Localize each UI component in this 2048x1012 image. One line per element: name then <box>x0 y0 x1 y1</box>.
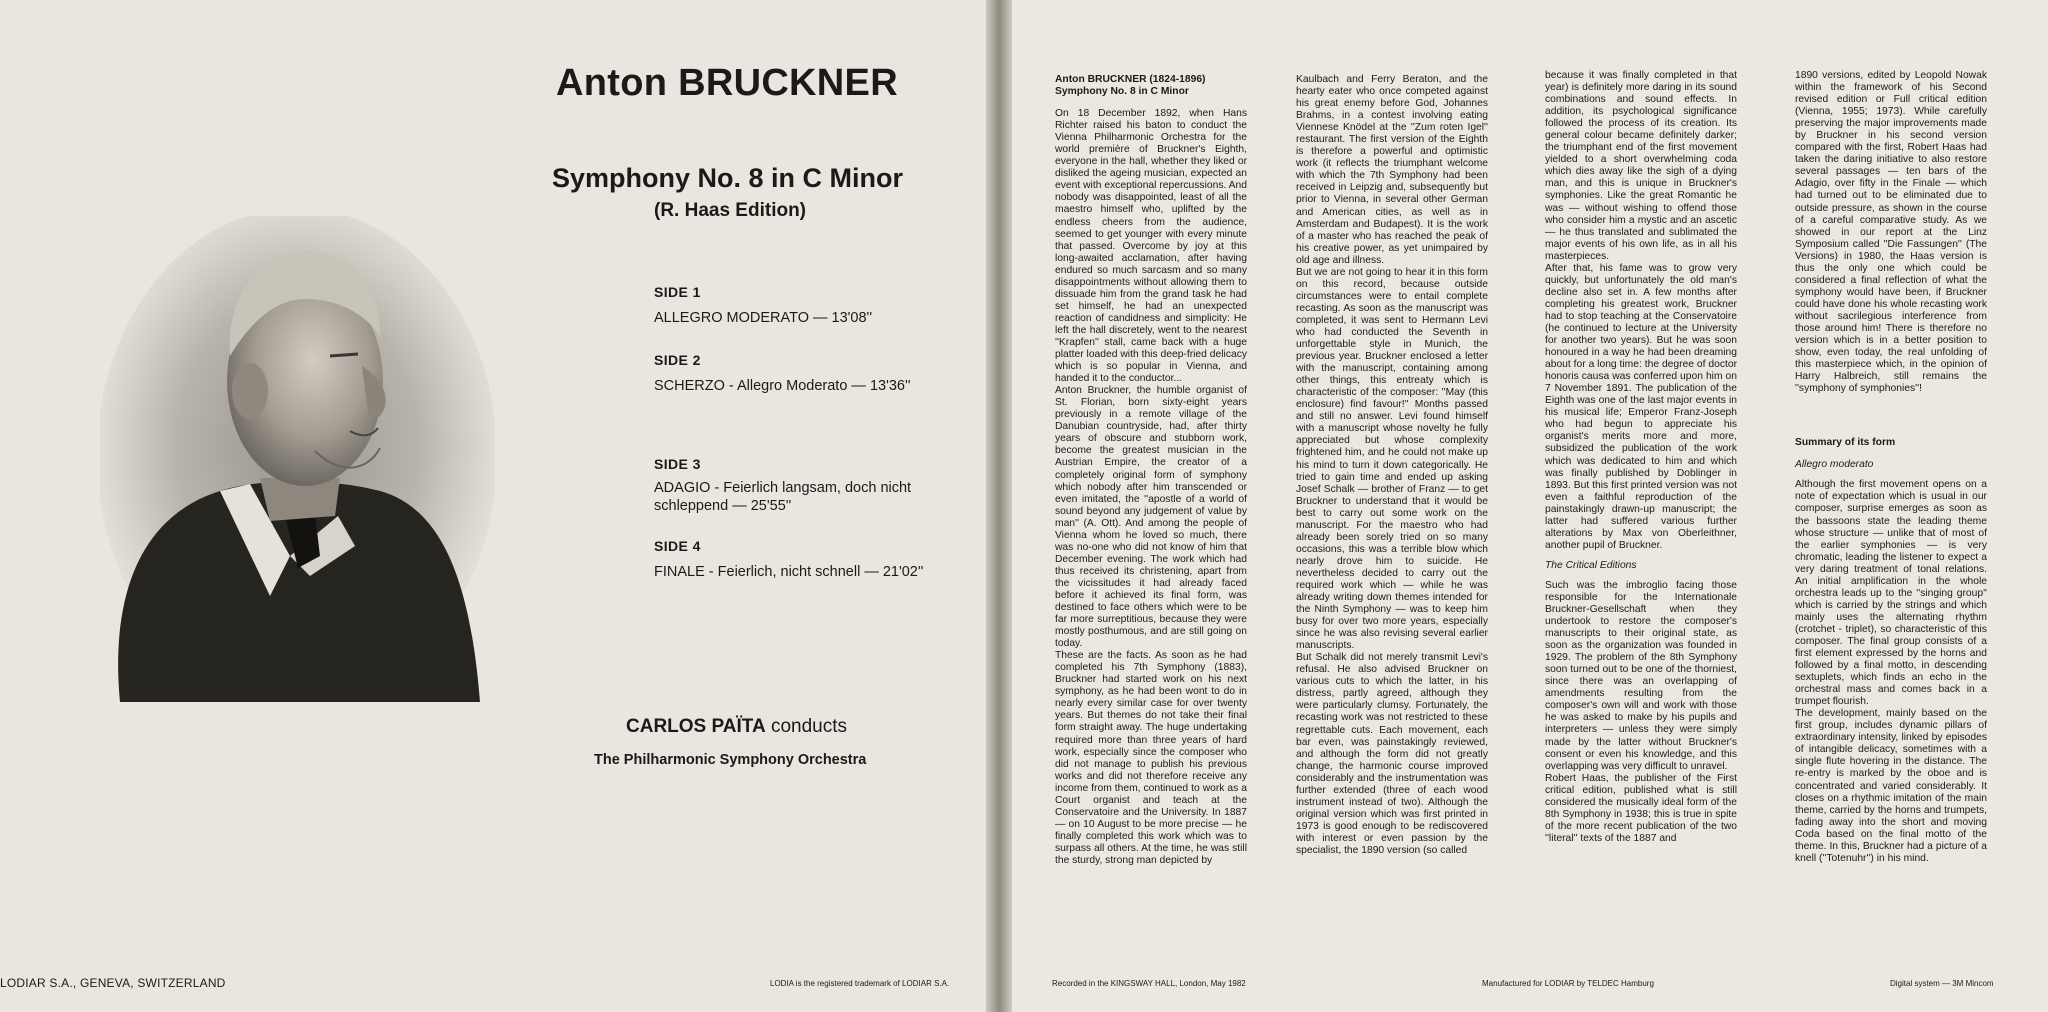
footer-digital: Digital system — 3M Mincom <box>1890 979 1994 988</box>
notes-column-3 <box>1545 70 1737 845</box>
footer-address: LODIAR S.A., GENEVA, SWITZERLAND <box>0 976 226 990</box>
edition-note: (R. Haas Edition) <box>654 200 807 221</box>
critical-editions-heading: The Critical Editions <box>1545 559 1637 571</box>
composer-name: Anton BRUCKNER <box>556 62 898 104</box>
notes-heading: Anton BRUCKNER (1824-1896) <box>1055 74 1206 85</box>
work-title: Symphony No. 8 in C Minor <box>552 163 904 193</box>
paragraph: The development, mainly based on the first group, includes dynamic pillars of extraordinary intensity, linked by episodes of intangible delicacy, sometimes with a single flute hovering in the distance. The re-entry is marked by the oboe and is concentrated and varied considerably. It closes on a rhythmic imitation of the main theme, carried by the horns and trumpets, fading away into the short and moving Coda based on the final motto of the theme. In this, Bruckner had a picture of a knell (''Totenuhr'') in his mind. <box>1795 708 1987 864</box>
paragraph: Although the first movement opens on a note of expectation which is usual in our composer, surprise emerges as soon as the bassoons state the leading theme whose structure — unlike that of most of the earlier symphonies — is very chromatic, leading the listener to expect a very daring treatment of tonal relations. An initial amplification in the whole orchestra leads up to the ''singing group'' which is carried by the strings and which mainly uses the alternating rhythm (crotchet - triplet), so characteristic of this composer. The final group consists of a first element expressed by the horns and followed by a final motto, in descending sextuplets, which finds an echo in the orchestral mass and comes back in a trumpet flourish. <box>1795 479 1987 708</box>
side-3-label: SIDE 3 <box>654 456 701 472</box>
side-3-track: ADAGIO - Feierlich langsam, doch nicht schleppend — 25'55'' <box>654 480 912 514</box>
side-2-track: SCHERZO - Allegro Moderato — 13'36'' <box>654 378 911 394</box>
spacer <box>1055 98 1247 108</box>
paragraph: Robert Haas, the publisher of the First critical edition, published what is still considered the musically ideal form of the 8th Symphony in 1938; this is true in spite of the more recent publication of the two ''literal'' texts of the 1887 and <box>1545 772 1737 844</box>
footer-recorded: Recorded in the KINGSWAY HALL, London, May 1982 <box>1052 979 1246 988</box>
paragraph: Anton Bruckner, the humble organist of St. Florian, born sixty-eight years previously in a remote village of the Danubian countryside, had, after thirty years of obscure and stubborn work, become the greatest musician in the Austrian Empire, the creator of a completely original form of symphony which nobody after him transcended or even imitated, the ''apostle of a world of sound beyond any judgement of value by man'' (A. Ott). And among the people of Vienna whom he loved so much, there was no-one who did not know of him that December evening. The work which had thus received its christening, apart from the vicissitudes it had already faced before it achieved its final form, was destined to face others which were to be far more surreptitious, because they were mostly posthumous, and are still going on today. <box>1055 385 1247 650</box>
orchestra-name: The Philharmonic Symphony Orchestra <box>594 752 867 768</box>
conductor-line <box>626 716 847 738</box>
notes-subheading: Symphony No. 8 in C Minor <box>1055 86 1189 98</box>
composer-portrait <box>100 216 495 702</box>
paragraph: After that, his fame was to grow very quickly, but unfortunately the old man's decline also set in. A few months after completing his greatest work, Bruckner had to stop teaching at the Conservatoire (he continued to lecture at the University for another two years). But he was soon honoured in a way he had been dreaming about for a long time: the degree of doctor honoris causa was conferred upon him on 7 November 1891. The publication of the Eighth was one of the last major events in his musical life; Emperor Franz-Joseph who had begun to appreciate his organist's merits more and more, subsidized the publication of the work which was dedicated to him and which was finally published by Doblinger in 1893. But this first printed version was not even a faithful reproduction of the painstakingly drawn-up manuscript; the latter had suffered various further alterations by Max von Oberleithner, another pupil of Bruckner. <box>1545 262 1737 551</box>
left-panel <box>0 0 986 1012</box>
notes-column-1 <box>1055 74 1247 867</box>
summary-heading: Summary of its form <box>1795 437 1896 449</box>
footer-trademark: LODIA is the registered trademark of LODIAR S.A. <box>770 979 950 988</box>
conductor-name: CARLOS PAÏTA <box>626 716 766 737</box>
conductor-verb: conducts <box>770 716 848 737</box>
paragraph: On 18 December 1892, when Hans Richter raised his baton to conduct the Vienna Philharmonic Orchestra for the world première of Bruckner's Eighth, everyone in the hall, whether they liked or disliked the ageing musician, expected an event with exceptional repercussions. And nobody was disappointed, least of all the maestro himself who, uplifted by the endless cheers from the audience, seemed to get younger with every minute that passed. Overcome by joy at this long-awaited acclamation, after having endured so much sarcasm and so many disappointments without allowing them to dissuade him from the grand task he had set himself, he had an unexpected reaction of candidness and simplicity: He left the hall discretely, went to the nearest ''Krapfen'' stall, came back with a huge platter loaded with this deep-fried delicacy which is so popular in Vienna, and handed it to the conductor... <box>1055 108 1247 385</box>
right-panel <box>1012 0 2048 1012</box>
side-1-label: SIDE 1 <box>654 284 701 300</box>
paragraph: But Schalk did not merely transmit Levi's refusal. He also advised Bruckner on various cuts to which the latter, in his distress, partly agreed, although they were particularly clumsy. Fortunately, the recasting work was not restricted to these regrettable cuts. Each movement, each bar even, was painstakingly reviewed, and although the form did not greatly change, the harmonic course improved considerably and the instrumentation was further extended (three of each wood instrument instead of two). Although the original version which was first printed in 1973 is good enough to be rediscovered with interest or even passion by the specialist, the 1890 version (so called <box>1296 652 1488 856</box>
paragraph: Kaulbach and Ferry Beraton, and the hearty eater who once competed against his great enemy before God, Johannes Brahms, in a contest involving eating Viennese Knödel at the ''Zum roten Igel'' restaurant. The first version of the Eighth is therefore a powerful and optimistic work (it reflects the triumphant welcome with which the 7th Symphony had been received in Leipzig and, subsequently but prior to Vienna, in several other German and American cities, as well as in Amsterdam and Budapest). It is the work of a master who has reached the peak of his creative power, as yet unimpaired by old age and illness. <box>1296 74 1488 266</box>
side-2-label: SIDE 2 <box>654 352 701 368</box>
paragraph: These are the facts. As soon as he had completed his 7th Symphony (1883), Bruckner had started work on his next symphony, as he had been wont to do in nearly every similar case for over twenty years. But themes do not take their final form straight away. The huge undertaking required more than three years of hard work, especially since the composer who did not manage to publish his previous works and did not therefore receive any income from them, continued to work as a Court organist and teach at the Conservatoire and the University. In 1887 — on 10 August to be more precise — he finally completed this work which was to surpass all others. At the time, he was still the sturdy, strong man depicted by <box>1055 650 1247 866</box>
paragraph: But we are not going to hear it in this form on this record, because outside circumstances were to entail complete recasting. As soon as the manuscript was completed, it was sent to Hermann Levi who had conducted the Seventh in unforgettable style in Munich, the previous year. Bruckner enclosed a letter with the manuscript, containing among other things, this entreaty which is characteristic of the composer: ''May (this enclosure) find favour!'' Months passed and still no answer. Levi found himself with a manuscript whose novelty he fully appreciated but whose complexity frightened him, and he could not make up his mind to turn it down categorically. He tried to gain time and ended up asking Josef Schalk — brother of Franz — to get Bruckner to understand that it would be best to carry out some work on the manuscript. For the maestro who had already been sorely tried on so many occasions, this was a terrible blow which nearly drove him to suicide. He nevertheless decided to carry out the required work which — while he was already writing down themes intended for the Ninth Symphony — was to keep him busy for over two more years, especially since he was also revising several earlier manuscripts. <box>1296 266 1488 652</box>
notes-column-4 <box>1795 70 1987 865</box>
movement-heading: Allegro moderato <box>1795 459 1874 471</box>
sleeve-fold <box>986 0 1012 1012</box>
footer-manufactured: Manufactured for LODIAR by TELDEC Hamburg <box>1482 979 1654 988</box>
side-1-track: ALLEGRO MODERATO — 13'08'' <box>654 310 873 326</box>
notes-column-2 <box>1296 74 1488 857</box>
side-4-label: SIDE 4 <box>654 538 701 554</box>
paragraph: Such was the imbroglio facing those responsible for the Internationale Bruckner-Gesellschaft when they undertook to restore the composer's manuscripts to their original state, as soon as the organization was founded in 1929. The problem of the 8th Symphony soon turned out to be one of the thorniest, since there was an overlapping of amendments resulting from the composer's own will and work with those he was asked to make by his pupils and interpreters — unless they were simply made by the latter without Bruckner's consent or even his knowledge, and this overlapping was very difficult to unravel. <box>1545 579 1737 772</box>
paragraph: 1890 versions, edited by Leopold Nowak within the framework of his Second revised edition or Full critical edition (Vienna, 1955; 1973). While carefully preserving the major improvements made by Bruckner in his second version compared with the first, Robert Haas had taken the daring initiative to also restore several passages — ten bars of the Adagio, over fifty in the Finale — which had turned out to be eliminated due to outside pressure, as shown in the course of a careful comparative study. As we showed in our report at the Linz Symposium called ''Die Fassungen'' (The Versions) in 1980, the Haas version is thus the only one which could be considered a final reflection of what the symphony would have been, if Bruckner could have done his whole recasting work without sacrilegious interference from those around him! There is therefore no version which is in a better position to show, even today, the real unfolding of this masterpiece which, in the opinion of Harry Halbreich, still remains the ''symphony of symphonies''! <box>1795 70 1987 395</box>
paragraph: because it was finally completed in that year) is definitely more daring in its sound combinations and sound effects. In addition, its psychological significance followed the process of its creation. Its general colour became definitely darker; the triumphant end of the first movement yielded to a short overwhelming coda which dies away like the sigh of a dying man, and this is unique in Bruckner's symphonies. Like the great Romantic he was — without wishing to offend those who consider him a mystic and an ascetic — he thus translated and sublimated the major events of his own life, as in all his masterpieces. <box>1545 70 1737 262</box>
side-4-track: FINALE - Feierlich, nicht schnell — 21'02'' <box>654 564 924 580</box>
